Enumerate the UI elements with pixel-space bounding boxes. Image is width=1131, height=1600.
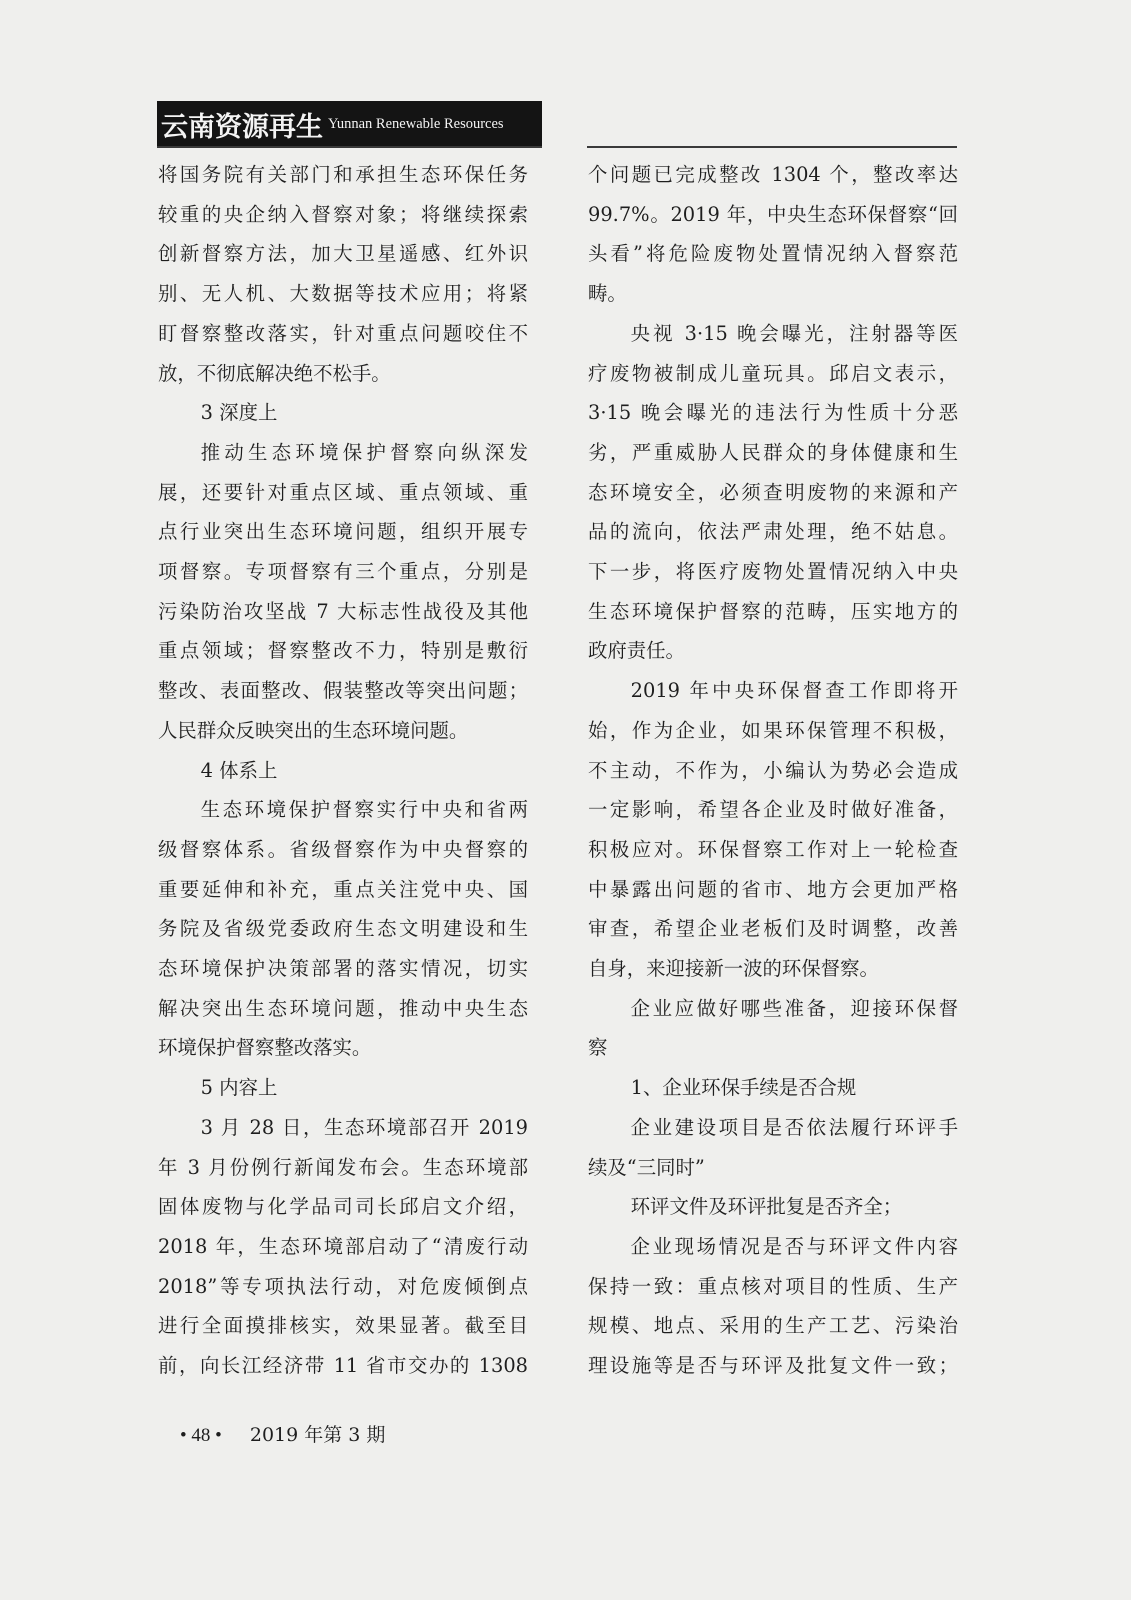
left-line-5: 盯督察整改落实，针对重点问题咬住不 (158, 321, 528, 345)
left-line-6: 放，不彻底解决绝不松手。 (158, 361, 391, 385)
left-line-29: 2018”等专项执法行动，对危废倾倒点 (158, 1274, 528, 1298)
right-line-27: 环评文件及环评批复是否齐全； (630, 1195, 903, 1219)
left-line-27: 固体废物与化学品司司长邱启文介绍， (158, 1195, 528, 1219)
left-line-10: 点行业突出生态环境问题，组织开展专 (158, 520, 528, 544)
right-line-9: 态环境安全，必须查明废物的来源和产 (588, 480, 958, 504)
right-line-17: 一定影响，希望各企业及时做好准备， (588, 798, 958, 822)
left-column (158, 155, 528, 1386)
right-line-14: 2019 年中央环保督查工作即将开 (630, 679, 958, 703)
right-line-21: 自身，来迎接新一波的环保督察。 (588, 957, 879, 981)
left-line-12: 污染防治攻坚战 7 大标志性战役及其他 (158, 599, 528, 623)
journal-header (157, 101, 542, 147)
right-line-25: 企业建设项目是否依法履行环评手 (630, 1115, 958, 1139)
right-line-2: 99.7%。2019 年，中央生态环保督察“回 (588, 202, 958, 226)
right-line-15: 始，作为企业，如果环保管理不积极， (588, 718, 958, 742)
right-line-31: 理设施等是否与环评及批复文件一致； (588, 1354, 958, 1378)
item-heading-1: 1、企业环保手续是否合规 (630, 1076, 857, 1100)
page-footer (180, 1420, 385, 1447)
right-line-6: 疗废物被制成儿童玩具。邱启文表示， (588, 361, 958, 385)
left-line-31: 前，向长江经济带 11 省市交办的 1308 (158, 1354, 528, 1378)
section-heading-system: 4 体系上 (200, 758, 278, 782)
left-line-3: 创新督察方法，加大卫星遥感、红外识 (158, 242, 528, 266)
right-line-26: 续及“三同时” (588, 1155, 705, 1179)
left-line-21: 态环境保护决策部署的落实情况，切实 (158, 957, 528, 981)
journal-title-en: Yunnan Renewable Resources (328, 115, 504, 132)
right-line-13: 政府责任。 (588, 639, 685, 663)
left-line-30: 进行全面摸排核实，效果显著。截至目 (158, 1314, 528, 1338)
right-line-28: 企业现场情况是否与环评文件内容 (630, 1234, 958, 1258)
right-line-29: 保持一致：重点核对项目的性质、生产 (588, 1274, 958, 1298)
left-line-4: 别、无人机、大数据等技术应用；将紧 (158, 282, 528, 306)
left-line-26: 年 3 月份例行新闻发布会。生态环境部 (158, 1155, 528, 1179)
left-line-8: 推动生态环境保护督察向纵深发 (200, 440, 528, 464)
right-line-16: 不主动，不作为，小编认为势必会造成 (588, 758, 958, 782)
left-line-2: 较重的央企纳入督察对象；将继续探索 (158, 202, 528, 226)
left-line-18: 级督察体系。省级督察作为中央督察的 (158, 837, 528, 861)
left-line-28: 2018 年，生态环境部启动了“清废行动 (158, 1234, 528, 1258)
right-line-19: 中暴露出问题的省市、地方会更加严格 (588, 877, 958, 901)
issue-label: 2019 年第 3 期 (249, 1424, 386, 1446)
page-number: • 48 • (180, 1425, 222, 1446)
right-line-20: 审查，希望企业老板们及时调整，改善 (588, 917, 958, 941)
header-rule-left (157, 146, 542, 148)
header-rule-right (587, 146, 957, 148)
left-line-20: 务院及省级党委政府生态文明建设和生 (158, 917, 528, 941)
journal-title-cn: 云南资源再生 (161, 111, 323, 143)
right-line-4: 畴。 (588, 282, 627, 306)
left-line-11: 项督察。专项督察有三个重点，分别是 (158, 560, 528, 584)
left-line-15: 人民群众反映突出的生态环境问题。 (158, 718, 469, 742)
left-line-25: 3 月 28 日，生态环境部召开 2019 (200, 1115, 528, 1139)
left-line-9: 展，还要针对重点区域、重点领域、重 (158, 480, 528, 504)
section-heading-depth: 3 深度上 (200, 401, 278, 425)
right-line-18: 积极应对。环保督察工作对上一轮检查 (588, 837, 958, 861)
right-line-8: 劣，严重威胁人民群众的身体健康和生 (588, 440, 958, 464)
left-line-19: 重要延伸和补充，重点关注党中央、国 (158, 877, 528, 901)
subheading-prepare-cont: 察 (588, 1036, 608, 1060)
right-line-11: 下一步，将医疗废物处置情况纳入中央 (588, 560, 958, 584)
left-line-23: 环境保护督察整改落实。 (158, 1036, 372, 1060)
right-line-5: 央视 3·15 晚会曝光，注射器等医 (630, 321, 958, 345)
right-line-7: 3·15 晚会曝光的违法行为性质十分恶 (588, 401, 958, 425)
left-line-17: 生态环境保护督察实行中央和省两 (200, 798, 528, 822)
subheading-prepare: 企业应做好哪些准备，迎接环保督 (630, 996, 958, 1020)
right-line-3: 头看”将危险废物处置情况纳入督察范 (588, 242, 958, 266)
left-line-22: 解决突出生态环境问题，推动中央生态 (158, 996, 528, 1020)
right-line-12: 生态环境保护督察的范畴，压实地方的 (588, 599, 958, 623)
section-heading-content: 5 内容上 (200, 1076, 278, 1100)
left-line-14: 整改、表面整改、假装整改等突出问题； (158, 679, 528, 703)
left-line-13: 重点领域；督察整改不力，特别是敷衍 (158, 639, 528, 663)
right-line-30: 规模、地点、采用的生产工艺、污染治 (588, 1314, 958, 1338)
right-line-1: 个问题已完成整改 1304 个，整改率达 (588, 163, 958, 186)
right-line-10: 品的流向，依法严肃处理，绝不姑息。 (588, 520, 958, 544)
right-column (588, 155, 958, 1386)
left-line-1: 将国务院有关部门和承担生态环保任务 (158, 163, 528, 186)
